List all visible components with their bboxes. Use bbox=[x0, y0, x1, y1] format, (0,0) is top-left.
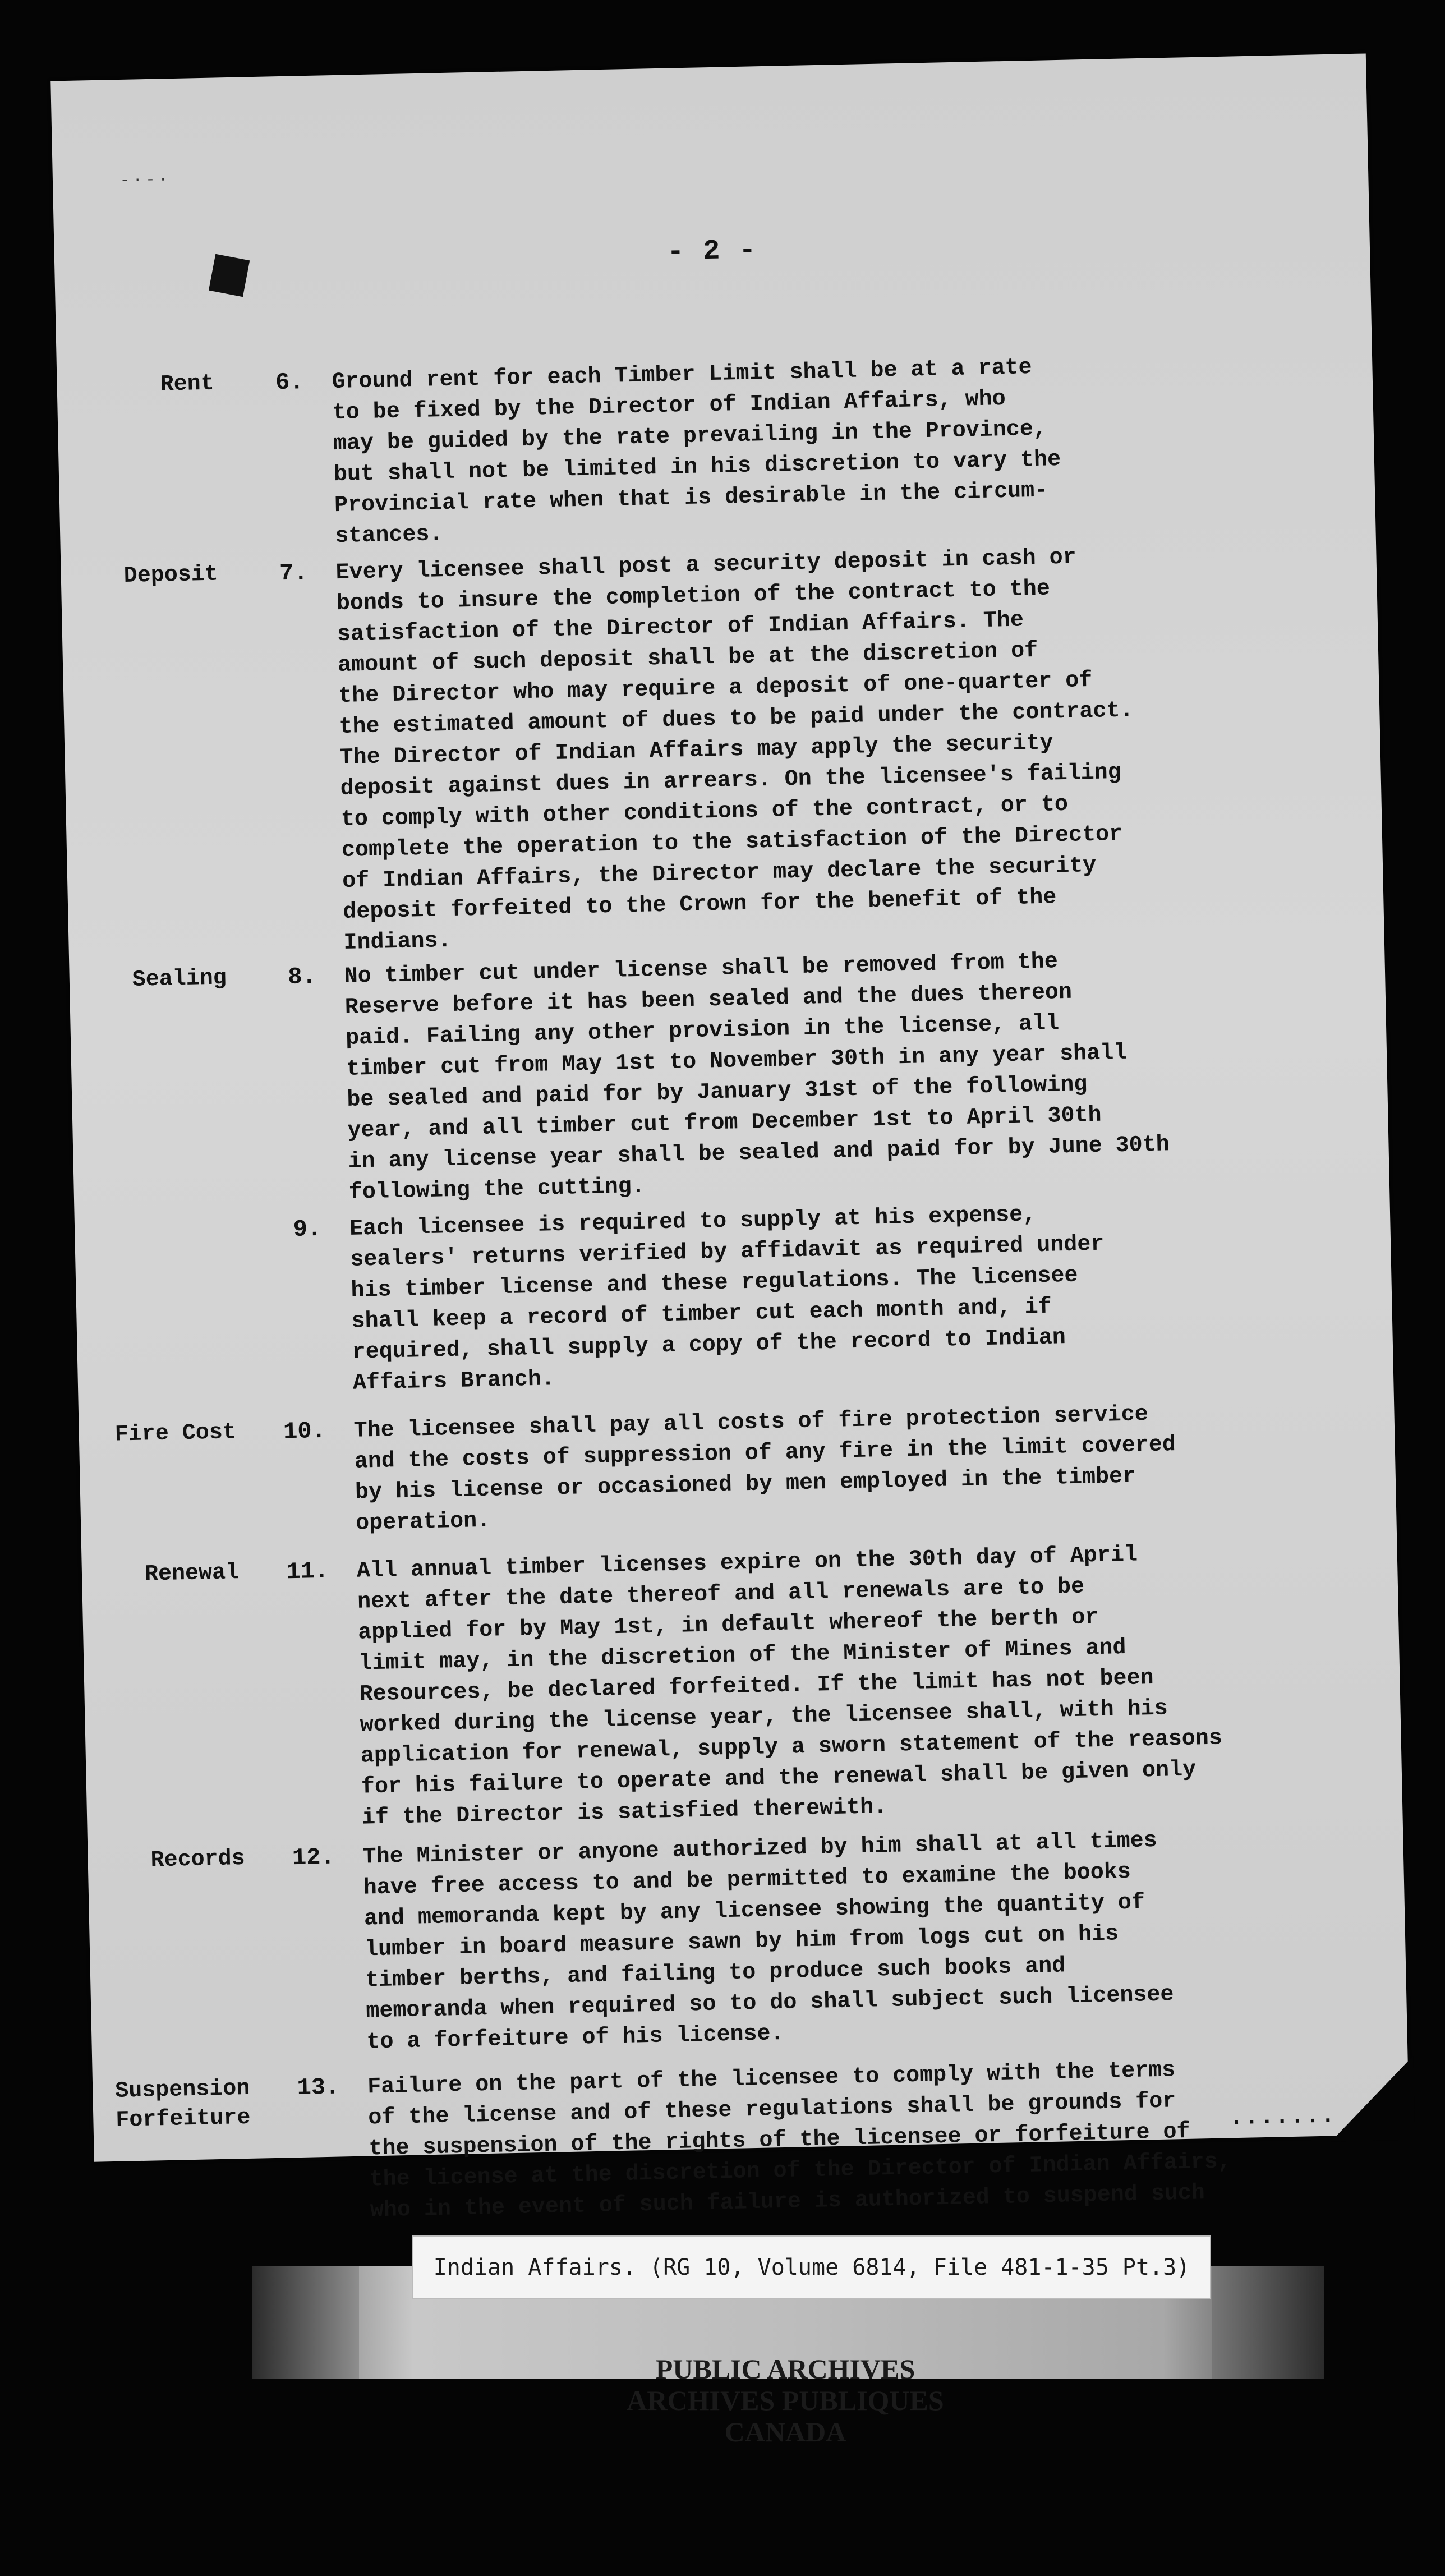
section-text: The licensee shall pay all costs of fire protection service and the costs of suppression of any fire in the limit covered by his license or occasioned by men employed in the timber operation. bbox=[353, 1402, 1176, 1537]
page-number: - 2 - bbox=[666, 234, 757, 269]
stamp-line: PUBLIC ARCHIVES bbox=[655, 2353, 915, 2385]
section-text: No timber cut under license shall be removed from the Reserve before it has been sealed and the dues thereon paid. Failing any other provision in the license, all timber cut from May 1st to November 30th in any year shall be sealed and paid for by January 31st of the following year, and all timber cut from December 1st to April 30th in any license year shall be sealed and paid for by June 30th following the cutting. bbox=[344, 949, 1170, 1206]
section-number: 7. bbox=[279, 559, 309, 587]
section-number: 11. bbox=[286, 1557, 329, 1586]
section-text: All annual timber licenses expire on the 30th day of April next after the date thereof and all renewals are to be applied for by May 1st, in default whereof the berth or limit may, in the discretion of the Minister of Mines and Resources, be declared forfeited. If the limit has not been worked during the license year, the licensee shall, with his application for renewal, supply a sworn statement of the reasons for his failure to operate and the renewal shall be given only if the Director is satisfied therewith. bbox=[356, 1542, 1223, 1831]
section-number: 13. bbox=[297, 2073, 340, 2102]
section-number: 8. bbox=[287, 963, 317, 991]
section-label: Deposit bbox=[123, 562, 219, 590]
section-text: Every licensee shall post a security deposit in cash or bonds to insure the completion of the contract to the satisfaction of the Director of Indian Affairs. The amount of such deposit shall be at the discretion of the Director who may require a deposit of one-quarter of the estimated amount of dues to be paid under the contract. The Director of Indian Affairs may apply the security deposit against dues in arrears. On the licensee's failing to comply with other conditions of the contract, or to complete the operation to the satisfaction of the Director of Indian Affairs, the Director may declare the security deposit forfeited to the Crown for the benefit of the Indians. bbox=[335, 545, 1134, 956]
section-label: Suspension Forfeiture bbox=[114, 2076, 251, 2133]
section-text: Ground rent for each Timber Limit shall be at a rate to be fixed by the Director of Indian Affairs, who may be guided by the rate prevailing in the Province, but shall not be limited in his discretion to vary the Provincial rate when that is desirable in the circum- stances. bbox=[332, 355, 1061, 550]
document-page bbox=[50, 53, 1409, 2224]
section-number: 12. bbox=[292, 1843, 335, 1872]
section-rent bbox=[57, 345, 1372, 550]
section-label: Renewal bbox=[144, 1560, 240, 1588]
continued-marker: ....... bbox=[1228, 2102, 1337, 2132]
film-reel-right bbox=[1212, 2266, 1324, 2379]
section-number: 10. bbox=[283, 1417, 326, 1446]
archive-stamp bbox=[561, 2353, 1010, 2448]
film-reel-left bbox=[252, 2266, 359, 2379]
section-fire-cost bbox=[79, 1394, 1393, 1537]
page-corner-fold bbox=[1329, 2055, 1415, 2141]
section-number: 6. bbox=[275, 369, 305, 397]
section-label: Rent bbox=[160, 371, 215, 398]
section-renewal bbox=[82, 1534, 1397, 1831]
archive-citation: Indian Affairs. (RG 10, Volume 6814, File 481-1-35 Pt.3) bbox=[412, 2235, 1211, 2299]
stamp-line: CANADA bbox=[724, 2416, 846, 2448]
section-label bbox=[75, 1216, 232, 1220]
section-label: Fire Cost bbox=[114, 1420, 237, 1448]
section-text: The Minister or anyone authorized by him shall at all times have free access to and be permitted to examine the books and memoranda kept by any licensee showing the quantity of lumber in board measure sawn by him from logs cut on his timber berths, and failing to produce such books and memoranda when required so to do shall subject such licensee to a forfeiture of his license. bbox=[362, 1828, 1174, 2055]
stamp-line: ARCHIVES PUBLIQUES bbox=[627, 2385, 944, 2416]
section-label: Sealing bbox=[132, 965, 227, 993]
section-label: Records bbox=[150, 1846, 246, 1874]
section-text: Failure on the part of the licensee to comply with the terms of the license and of these regulations shall be grounds for the suspension of the rights of the licensee or forfeiture of the license at the discretion of the Director of Indian Affairs, who in the event of such failure is authorized to suspend such bbox=[367, 2058, 1232, 2224]
section-text: Each licensee is required to supply at his expense, sealers' returns verified by affidavit as required under his timber license and these regulations. The licensee shall keep a record of timber cut each month and, if required, shall supply a copy of the record to Indian Affairs Branch. bbox=[349, 1202, 1105, 1396]
section-suspension-forfeiture bbox=[93, 2050, 1407, 2224]
section-number: 9. bbox=[293, 1215, 322, 1243]
margin-mark: -·-· bbox=[119, 171, 172, 190]
